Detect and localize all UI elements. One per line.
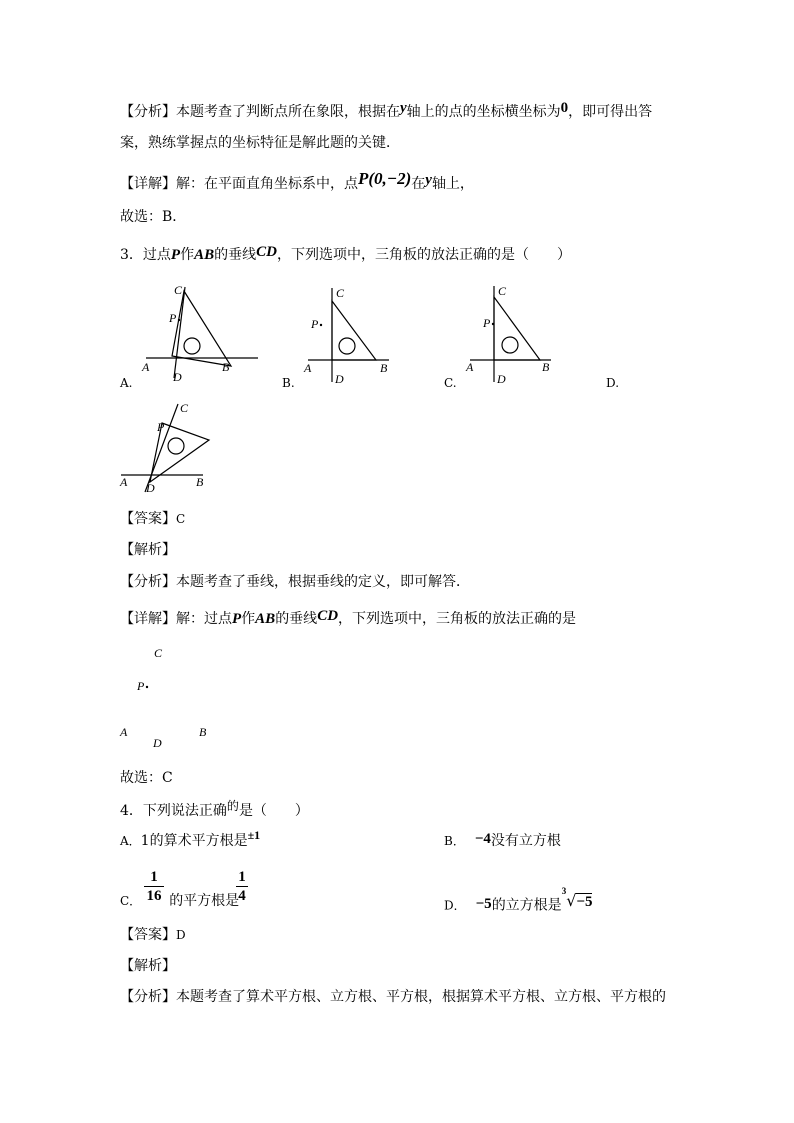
label-d: D — [497, 372, 506, 386]
numerator: 1 — [238, 869, 246, 885]
label-b: B — [542, 360, 550, 374]
label-d: D — [153, 736, 162, 750]
option-label: A． — [120, 834, 141, 848]
label-c: C — [498, 284, 507, 298]
text: 作 — [241, 611, 256, 627]
figure-c — [470, 286, 551, 382]
math-p: P — [232, 611, 242, 627]
answer-value: C — [176, 512, 186, 526]
analysis-tag: 【分析】 — [120, 574, 176, 590]
denominator: 4 — [238, 888, 246, 904]
text: 作 — [180, 247, 195, 263]
text: 解：在平面直角坐标系中，点 — [176, 176, 358, 192]
label-d: D — [335, 372, 344, 386]
label-c: C — [174, 283, 183, 297]
math-cd: CD — [317, 608, 339, 624]
q3-explain-tag: 【解析】 — [120, 542, 176, 558]
label-p: P — [169, 311, 177, 325]
label-a: A — [120, 725, 128, 739]
text: 本题考查了判断点所在象限，根据在 — [176, 104, 400, 120]
math-y: y — [425, 172, 432, 188]
math-value: −4 — [474, 831, 491, 847]
label-b: B — [380, 361, 388, 375]
label-a: A — [142, 360, 150, 374]
q4-option-c[interactable] — [120, 891, 239, 911]
text: 轴上， — [431, 176, 474, 192]
label-p: P — [137, 679, 145, 693]
text: 的平方根是 — [169, 893, 240, 909]
root-body: −5 — [576, 893, 593, 910]
label-b: B — [199, 725, 207, 739]
text: 本题考查了垂线，根据垂线的定义，即可解答． — [176, 574, 470, 590]
answer-tag: 【答案】 — [120, 511, 176, 527]
text: 的 — [226, 799, 239, 813]
q4-explain-tag: 【解析】 — [120, 958, 176, 974]
text: 解：过点 — [176, 611, 232, 627]
q3-answer — [120, 509, 185, 529]
cube-root — [561, 886, 593, 916]
text: 的立方根是 — [491, 897, 562, 914]
q4-option-d[interactable] — [444, 886, 593, 916]
q3-figures — [0, 0, 794, 520]
text: 1的算术平方根是 — [140, 833, 248, 849]
text: ，即可得出答 — [568, 104, 653, 120]
q3-choice: 故选：C — [120, 770, 173, 786]
label-c: C — [180, 401, 189, 415]
label-d: D — [173, 370, 182, 384]
detail-tag: 【详解】 — [120, 176, 176, 192]
root-index: 3 — [561, 886, 567, 896]
q4-stem — [120, 801, 309, 821]
math-value: −5 — [475, 895, 492, 912]
label-p: P — [483, 316, 491, 330]
q4-option-a[interactable] — [120, 828, 261, 851]
label-b: B — [196, 475, 204, 489]
text: 下列说法正确 — [142, 803, 227, 819]
text: 在 — [411, 176, 426, 192]
denominator: 16 — [146, 888, 162, 904]
math-ab: AB — [194, 247, 215, 263]
text: 没有立方根 — [490, 833, 561, 849]
fraction-1-4 — [236, 868, 248, 905]
label-p: P — [157, 420, 165, 434]
q4-answer — [120, 925, 186, 945]
math-cd: CD — [256, 244, 277, 260]
text: 的垂线 — [275, 611, 318, 627]
math-point: P(0,−2) — [358, 169, 412, 188]
text: 的垂线 — [214, 247, 257, 263]
analysis-tag: 【分析】 — [120, 989, 176, 1005]
analysis-line-2: 案，熟练掌握点的坐标特征是解此题的关键． — [120, 135, 400, 151]
label-p: P — [311, 317, 319, 331]
fraction-1-16 — [144, 868, 164, 905]
detail-tag: 【详解】 — [120, 611, 176, 627]
label-c: C — [336, 286, 345, 300]
numerator: 1 — [150, 869, 158, 885]
math-p: P — [170, 247, 181, 263]
label-d: D — [146, 481, 155, 495]
text: ，下列选项中，三角板的放法正确的是（ ） — [276, 247, 571, 263]
q3-detail — [120, 609, 576, 629]
answer-tag: 【答案】 — [120, 927, 176, 943]
math-ab: AB — [255, 611, 276, 627]
text: 是（ ） — [238, 803, 309, 819]
option-b[interactable]: B. — [282, 376, 295, 390]
option-label: C． — [120, 894, 142, 908]
radical-sign: √ — [566, 890, 577, 910]
label-b: B — [222, 360, 230, 374]
text: 本题考查了算术平方根、立方根、平方根，根据算术平方根、立方根、平方根的 — [176, 989, 666, 1005]
option-a[interactable]: A. — [120, 376, 133, 390]
analysis-tag: 【分析】 — [120, 104, 176, 120]
math-zero: 0 — [560, 100, 569, 116]
option-c[interactable]: C. — [444, 376, 457, 390]
q3-number: 3． — [120, 247, 143, 263]
answer-figure-labels-bottom — [0, 722, 794, 752]
math-y: y — [400, 100, 407, 116]
label-a: A — [466, 360, 474, 374]
option-d[interactable]: D. — [606, 376, 620, 390]
option-label: B． — [444, 834, 465, 848]
figure-a — [146, 287, 258, 378]
answer-value: D — [176, 928, 186, 942]
label-a: A — [304, 361, 312, 375]
q4-option-b[interactable] — [444, 831, 561, 851]
choice-line: 故选：B． — [120, 209, 187, 225]
answer-figure-labels — [0, 640, 794, 700]
label-c: C — [154, 646, 163, 660]
text: ，下列选项中，三角板的放法正确的是 — [338, 611, 577, 627]
option-label: D． — [444, 898, 466, 913]
figure-b — [308, 288, 389, 382]
label-a: A — [120, 475, 128, 489]
q3-analysis — [120, 572, 470, 592]
text: 轴上的点的坐标横坐标为 — [406, 104, 561, 120]
q4-analysis — [120, 987, 666, 1007]
q4-number: 4． — [120, 803, 143, 819]
text: 过点 — [142, 247, 171, 263]
math-value: ±1 — [247, 828, 261, 842]
